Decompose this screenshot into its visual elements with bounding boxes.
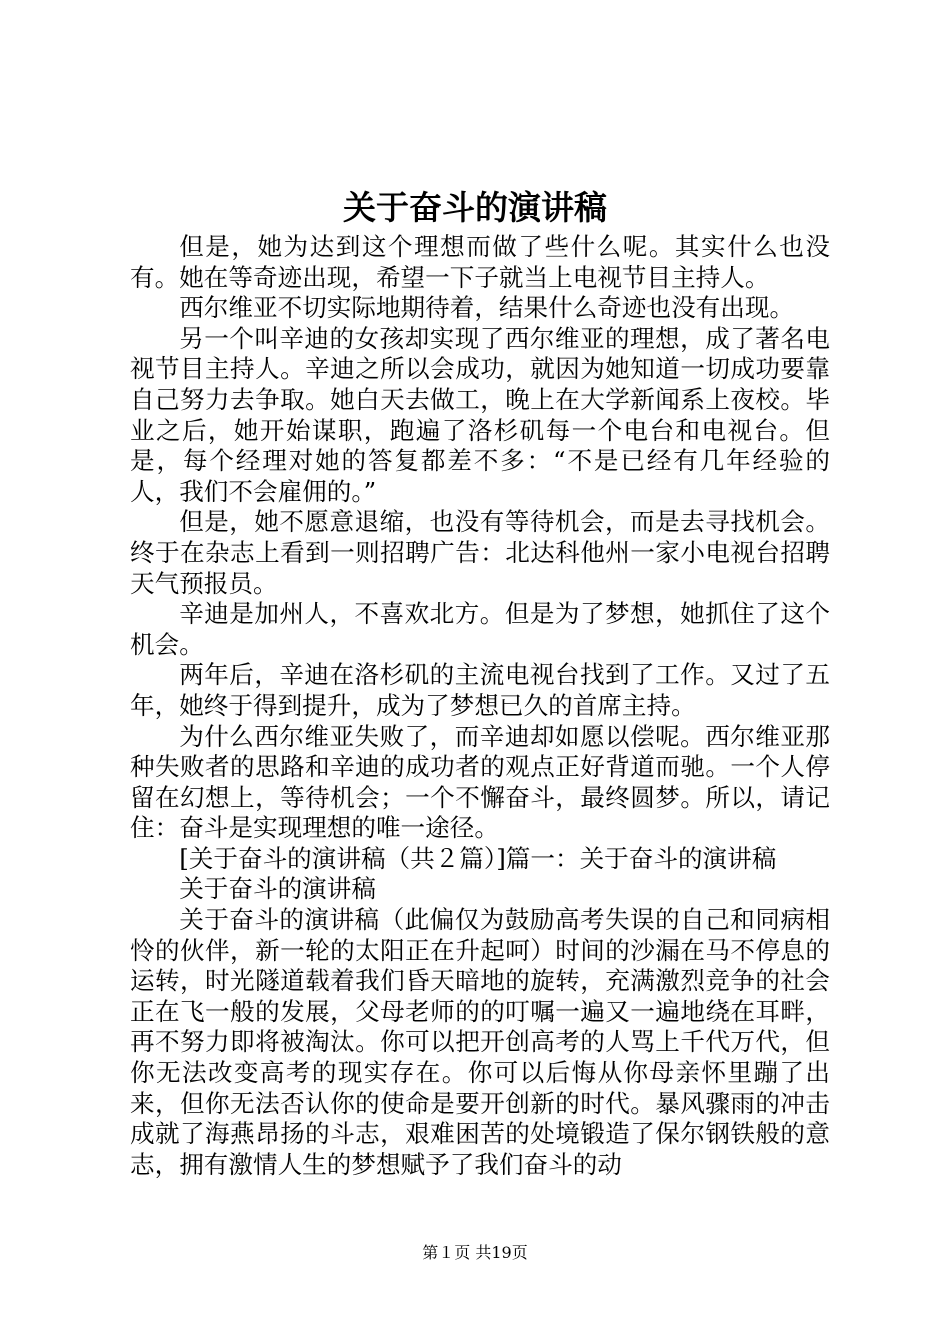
document-body (130, 232, 830, 1180)
paragraph: 西尔维亚不切实际地期待着，结果什么奇迹也没有出现。 (179, 293, 795, 323)
paragraph: 辛迪是加州人，不喜欢北方。但是为了梦想，她抓住了这个机会。 (130, 599, 830, 659)
section-heading: [关于奋斗的演讲稿（共２篇）]篇一：关于奋斗的演讲稿 (179, 843, 777, 873)
section-subheading: 关于奋斗的演讲稿 (179, 874, 376, 904)
paragraph: 但是，她不愿意退缩，也没有等待机会，而是去寻找机会。终于在杂志上看到一则招聘广告：北达科他州一家小电视台招聘天气预报员。 (130, 507, 830, 598)
paragraph: 关于奋斗的演讲稿（此偏仅为鼓励高考失误的自己和同病相怜的伙伴，新一轮的太阳正在升起呵）时间的沙漏在马不停息的运转，时光隧道载着我们昏天暗地的旋转，充满激烈竞争的社会正在飞一般的发展，父母老师的的叮嘱一遍又一遍地绕在耳畔，再不努力即将被淘汰。你可以把开创高考的人骂上千代万代，但你无法改变高考的现实存在。你可以后悔从你母亲怀里蹦了出来，但你无法否认你的使命是要开创新的时代。暴风骤雨的冲击成就了海燕昂扬的斗志，艰难困苦的处境锻造了保尔钢铁般的意志，拥有激情人生的梦想赋予了我们奋斗的动 (130, 905, 830, 1179)
paragraph: 但是，她为达到这个理想而做了些什么呢。其实什么也没有。她在等奇迹出现，希望一下子就当上电视节目主持人。 (130, 232, 830, 292)
page-number-footer: 第１页 共19页 (422, 1243, 528, 1262)
page-title: 关于奋斗的演讲稿 (343, 188, 607, 227)
paragraph: 为什么西尔维亚失败了，而辛迪却如愿以偿呢。西尔维亚那种失败者的思路和辛迪的成功者的观点正好背道而驰。一个人停留在幻想上，等待机会；一个不懈奋斗，最终圆梦。所以，请记住：奋斗是实现理想的唯一途径。 (130, 721, 830, 843)
paragraph: 另一个叫辛迪的女孩却实现了西尔维亚的理想，成了著名电视节目主持人。辛迪之所以会成功，就因为她知道一切成功要靠自己努力去争取。她白天去做工，晚上在大学新闻系上夜校。毕业之后，她开始谋职，跑遍了洛杉矶每一个电台和电视台。但是，每个经理对她的答复都差不多：“不是已经有几年经验的人，我们不会雇佣的。” (130, 323, 830, 506)
paragraph: 两年后，辛迪在洛杉矶的主流电视台找到了工作。又过了五年，她终于得到提升，成为了梦想已久的首席主持。 (130, 660, 830, 720)
